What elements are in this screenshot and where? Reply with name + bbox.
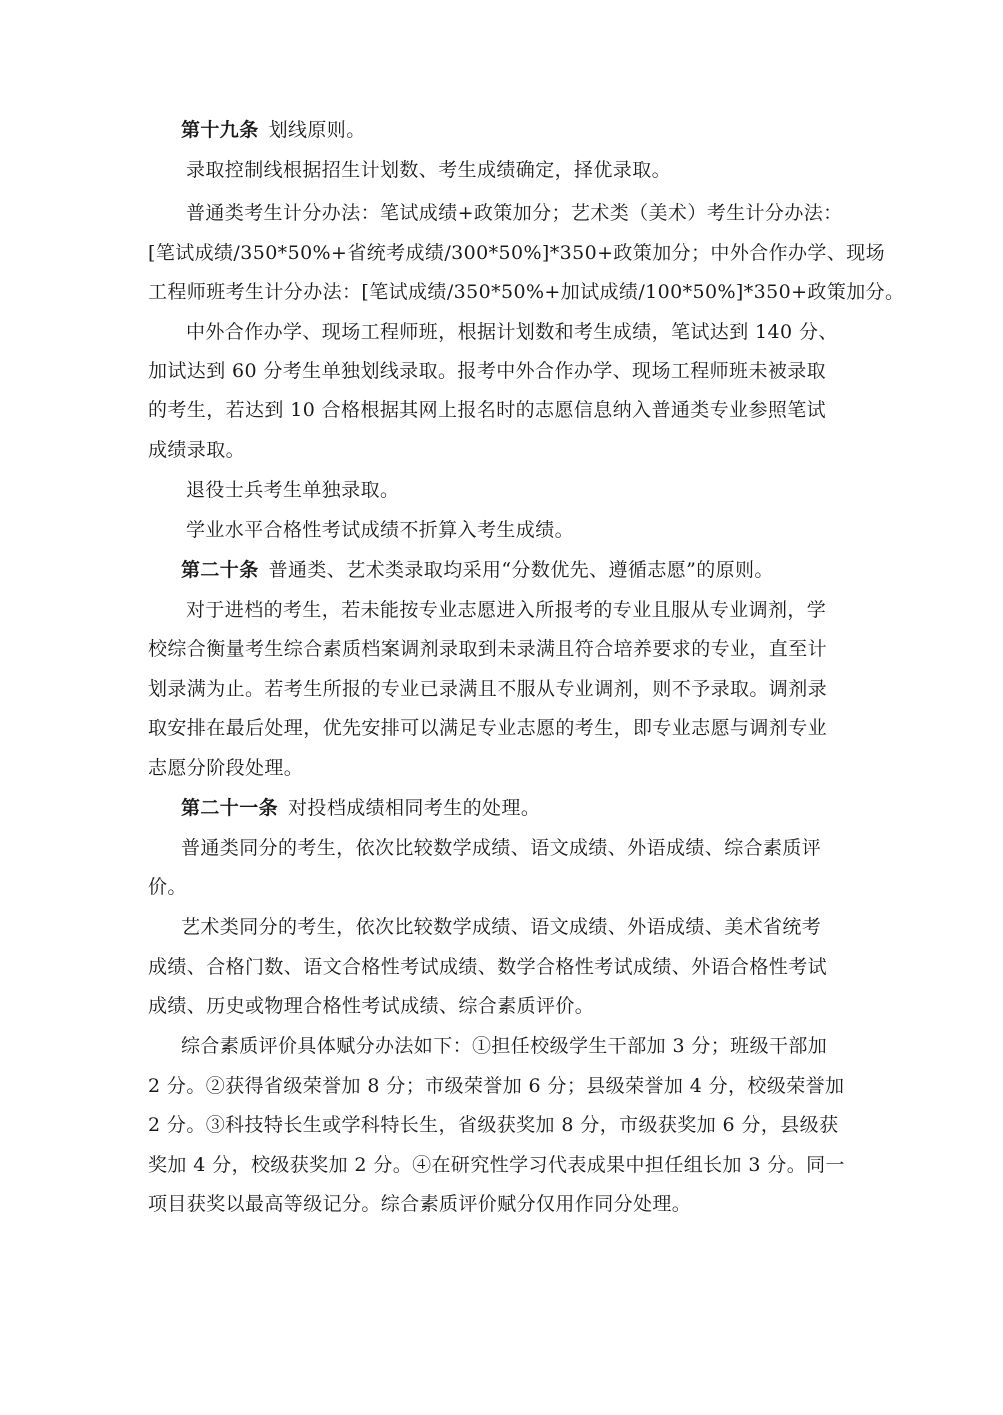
paragraph-line: 艺术类同分的考生，依次比较数学成绩、语文成绩、外语成绩、美术省统考: [181, 916, 822, 938]
article-heading: 第二十一条: [181, 797, 279, 819]
paragraph-line: 项目获奖以最高等级记分。综合素质评价赋分仅用作同分处理。: [148, 1193, 692, 1215]
paragraph-line: 工程师班考生计分办法：[笔试成绩/350*50%+加试成绩/100*50%]*350+政策加分。: [148, 281, 905, 303]
article-20-heading-line: [181, 557, 774, 583]
article-title: 划线原则。: [268, 119, 366, 141]
article-title: 对投档成绩相同考生的处理。: [288, 797, 541, 819]
paragraph-line: 综合素质评价具体赋分办法如下：①担任校级学生干部加 3 分；班级干部加: [181, 1035, 828, 1057]
paragraph-line: 志愿分阶段处理。: [148, 757, 304, 779]
paragraph-line: 价。: [148, 876, 187, 898]
paragraph-line: 普通类考生计分办法：笔试成绩+政策加分；艺术类（美术）考生计分办法：: [186, 202, 843, 224]
paragraph-line: 2 分。②获得省级荣誉加 8 分；市级荣誉加 6 分；县级荣誉加 4 分，校级荣誉加: [148, 1075, 845, 1097]
paragraph-line: 对于进档的考生，若未能按专业志愿进入所报考的专业且服从专业调剂，学: [186, 599, 827, 621]
article-21-heading-line: [181, 795, 540, 821]
paragraph-line: 的考生，若达到 10 合格根据其网上报名时的志愿信息纳入普通类专业参照笔试: [148, 399, 827, 421]
paragraph-line: 取安排在最后处理，优先安排可以满足专业志愿的考生，即专业志愿与调剂专业: [148, 717, 828, 739]
paragraph-line: 学业水平合格性考试成绩不折算入考生成绩。: [186, 519, 575, 541]
paragraph-line: 成绩录取。: [148, 439, 246, 461]
paragraph-line: 中外合作办学、现场工程师班，根据计划数和考生成绩，笔试达到 140 分、: [186, 321, 838, 343]
paragraph-line: 2 分。③科技特长生或学科特长生，省级获奖加 8 分，市级获奖加 6 分，县级获: [148, 1114, 839, 1136]
paragraph-line: 奖加 4 分，校级获奖加 2 分。④在研究性学习代表成果中担任组长加 3 分。同一: [148, 1154, 845, 1176]
article-heading: 第十九条: [181, 119, 259, 141]
paragraph-line: 划录满为止。若考生所报的专业已录满且不服从专业调剂，则不予录取。调剂录: [148, 678, 828, 700]
paragraph-line: 普通类同分的考生，依次比较数学成绩、语文成绩、外语成绩、综合素质评: [181, 837, 822, 859]
paragraph-line: 加试达到 60 分考生单独划线录取。报考中外合作办学、现场工程师班未被录取: [148, 360, 827, 382]
article-heading: 第二十条: [181, 559, 259, 581]
paragraph-line: 退役士兵考生单独录取。: [186, 479, 400, 501]
paragraph-line: 成绩、合格门数、语文合格性考试成绩、数学合格性考试成绩、外语合格性考试: [148, 956, 828, 978]
article-19-heading-line: [181, 117, 366, 143]
article-title: 普通类、艺术类录取均采用“分数优先、遵循志愿”的原则。: [268, 559, 774, 581]
paragraph-line: 校综合衡量考生综合素质档案调剂录取到未录满且符合培养要求的专业，直至计: [148, 638, 828, 660]
paragraph-line: 成绩、历史或物理合格性考试成绩、综合素质评价。: [148, 995, 595, 1017]
paragraph-line: [笔试成绩/350*50%+省统考成绩/300*50%]*350+政策加分；中外合作办学、现场: [148, 242, 886, 264]
paragraph-line: 录取控制线根据招生计划数、考生成绩确定，择优录取。: [186, 159, 672, 181]
